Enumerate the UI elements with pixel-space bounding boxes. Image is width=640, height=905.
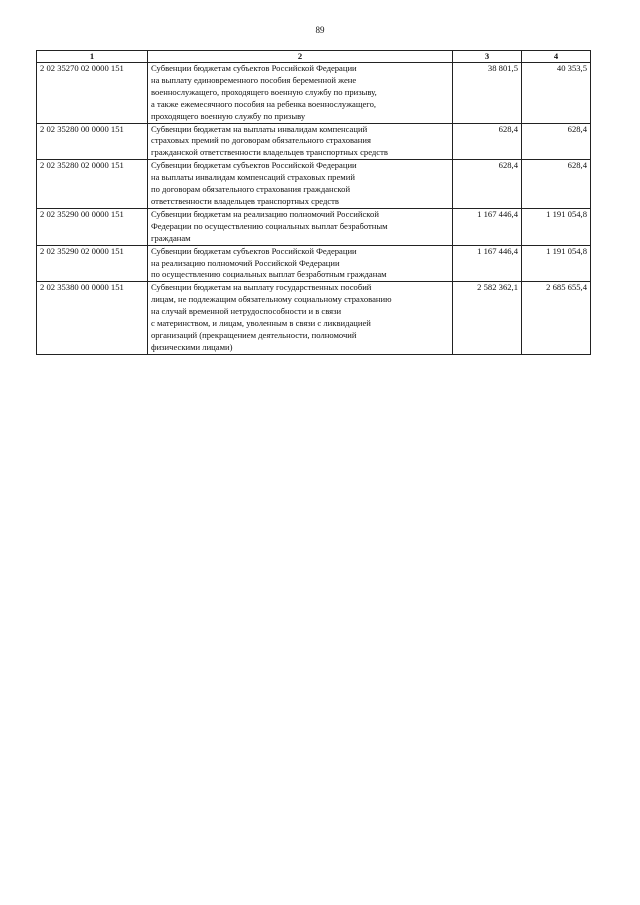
description-line: по договорам обязательного страхования гражданской [151,184,351,195]
description-line: ответственности владельцев транспортных средств [151,195,339,206]
amount-col-4-cell: 2 685 655,4 [522,282,591,354]
description-line: на выплаты инвалидам компенсаций страховых премий [151,172,355,183]
amount-col-3-cell: 1 167 446,4 [453,208,522,245]
amount-col-3-cell: 2 582 362,1 [453,282,522,354]
description-line: физическими лицами) [151,341,233,352]
budget-table [36,50,591,355]
description-line: а также ежемесячного пособия на ребенка военнослужащего, [151,98,377,109]
description-cell [148,160,453,209]
description-line: Субвенции бюджетам субъектов Российской Федерации [151,245,357,256]
amount-col-3-cell: 628,4 [453,123,522,160]
amount-col-4-cell: 628,4 [522,160,591,209]
table-row [37,160,591,209]
description-line: Субвенции бюджетам субъектов Российской Федерации [151,160,357,171]
description-line: на выплату единовременного пособия беременной жене [151,74,357,85]
budget-code-cell: 2 02 35280 00 0000 151 [37,123,148,160]
amount-col-3-cell: 38 801,5 [453,63,522,124]
description-line: на реализацию полномочий Российской Федерации [151,257,340,268]
budget-code-cell: 2 02 35290 00 0000 151 [37,208,148,245]
description-line: гражданской ответственности владельцев транспортных средств [151,147,388,158]
description-line: на случай временной нетрудоспособности и в связи [151,306,342,317]
table-header [37,51,591,63]
description-line: страховых премий по договорам обязательного страхования [151,135,371,146]
header-col-1: 1 [37,51,148,63]
description-cell [148,282,453,354]
header-col-4: 4 [522,51,591,63]
amount-col-3-cell: 628,4 [453,160,522,209]
budget-code-cell: 2 02 35280 02 0000 151 [37,160,148,209]
description-line: Субвенции бюджетам на выплаты инвалидам компенсаций [151,123,368,134]
description-line: Субвенции бюджетам на выплату государственных пособий [151,282,372,293]
amount-col-4-cell: 40 353,5 [522,63,591,124]
description-line: Федерации по осуществлению социальных выплат безработным [151,220,388,231]
description-line: проходящего военную службу по призыву [151,110,306,121]
table-body [37,63,591,355]
amount-col-4-cell: 1 191 054,8 [522,208,591,245]
description-cell [148,208,453,245]
header-col-2: 2 [148,51,453,63]
description-line: Субвенции бюджетам субъектов Российской Федерации [151,63,357,73]
amount-col-4-cell: 628,4 [522,123,591,160]
table-row [37,123,591,160]
description-line: лицам, не подлежащим обязательному социальному страхованию [151,294,392,305]
table-row [37,245,591,282]
description-line: гражданам [151,232,191,243]
description-line: с материнством, и лицам, уволенным в связи с ликвидацией [151,318,371,329]
description-cell [148,245,453,282]
header-row [37,51,591,63]
description-line: по осуществлению социальных выплат безработным гражданам [151,269,387,280]
amount-col-3-cell: 1 167 446,4 [453,245,522,282]
amount-col-4-cell: 1 191 054,8 [522,245,591,282]
budget-code-cell: 2 02 35380 00 0000 151 [37,282,148,354]
description-cell [148,123,453,160]
description-line: организаций (прекращением деятельности, полномочий [151,329,357,340]
description-line: Субвенции бюджетам на реализацию полномочий Российской [151,208,379,219]
description-line: военнослужащего, проходящего военную службу по призыву, [151,86,377,97]
table-row [37,63,591,124]
table-row [37,208,591,245]
header-col-3: 3 [453,51,522,63]
page-number: 89 [315,25,325,35]
budget-code-cell: 2 02 35270 02 0000 151 [37,63,148,124]
table-row [37,282,591,354]
budget-code-cell: 2 02 35290 02 0000 151 [37,245,148,282]
description-cell [148,63,453,124]
